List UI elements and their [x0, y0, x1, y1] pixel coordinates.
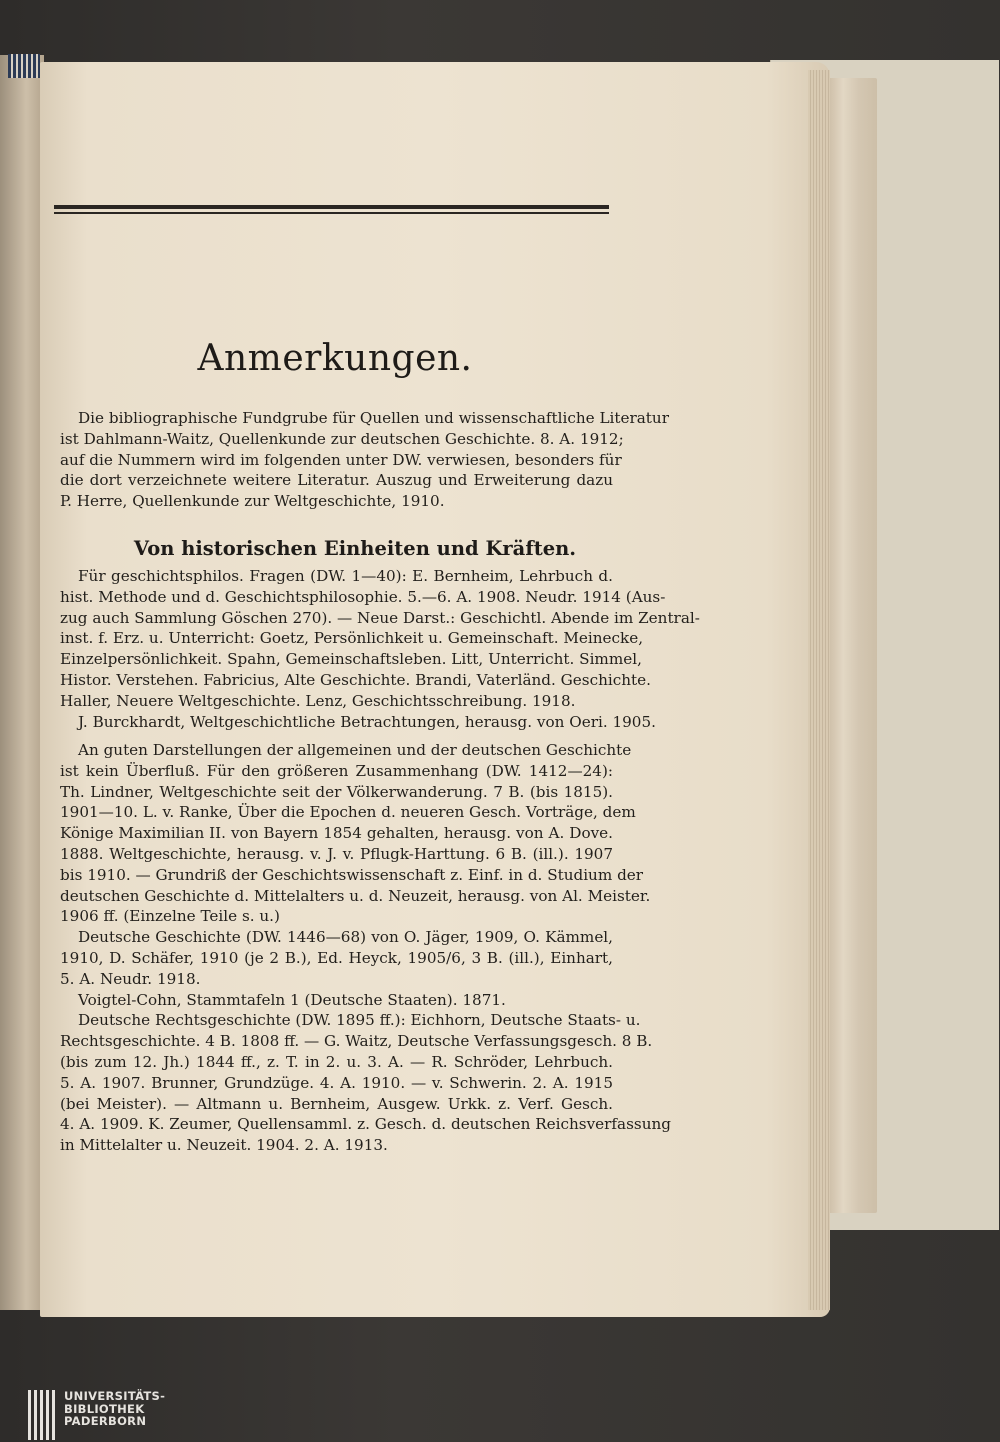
text-line: bis 1910. — Grundriß der Geschichtswissenschaft z. Einf. in d. Studium der [60, 865, 644, 884]
text-line: Deutsche Rechtsgeschichte (DW. 1895 ff.): Eichhorn, Deutsche Staats- u. [78, 1011, 641, 1030]
text-line: J. Burckhardt, Weltgeschichtliche Betrachtungen, herausg. von Oeri. 1905. [78, 712, 656, 731]
text-line: 1888. Weltgeschichte, herausg. v. J. v. Pflugk-Harttung. 6 B. (ill.). 1907 [60, 844, 613, 863]
text-line: ist kein Überfluß. Für den größeren Zusammenhang (DW. 1412—24): [60, 761, 613, 780]
text-line: (bis zum 12. Jh.) 1844 ff., z. T. in 2. u. 3. A. — R. Schröder, Lehrbuch. [60, 1052, 613, 1071]
logo-line: BIBLIOTHEK [64, 1401, 145, 1416]
text-line: Könige Maximilian II. von Bayern 1854 gehalten, herausg. von A. Dove. [60, 824, 613, 843]
text-line: Histor. Verstehen. Fabricius, Alte Geschichte. Brandi, Vaterländ. Geschichte. [60, 670, 651, 689]
text-line: 5. A. 1907. Brunner, Grundzüge. 4. A. 1910. — v. Schwerin. 2. A. 1915 [60, 1073, 613, 1092]
text-line: Die bibliographische Fundgrube für Quellen und wissenschaftliche Literatur [78, 409, 669, 427]
text-line: 1901—10. L. v. Ranke, Über die Epochen d. neueren Gesch. Vorträge, dem [60, 803, 636, 822]
section-heading: Von historischen Einheiten und Kräften. [133, 537, 577, 560]
header-rule-thick [54, 205, 609, 209]
text-line: inst. f. Erz. u. Unterricht: Goetz, Persönlichkeit u. Gemeinschaft. Meinecke, [60, 629, 644, 648]
logo-line: PADERBORN [64, 1414, 147, 1428]
text-line: auf die Nummern wird im folgenden unter DW. verwiesen, besonders für [60, 450, 622, 469]
text-line: 1910, D. Schäfer, 1910 (je 2 B.), Ed. Heyck, 1905/6, 3 B. (ill.), Einhart, [60, 948, 613, 967]
text-line: Voigtel-Cohn, Stammtafeln 1 (Deutsche Staaten). 1871. [78, 990, 506, 1009]
bookmark-ribbon [8, 54, 40, 78]
paragraph-philosophy [60, 566, 700, 732]
text-line: Deutsche Geschichte (DW. 1446—68) von O. Jäger, 1909, O. Kämmel, [78, 928, 613, 947]
text-line: 1906 ff. (Einzelne Teile s. u.) [60, 907, 280, 926]
paragraph-general-history [60, 740, 671, 1156]
text-line: zug auch Sammlung Göschen 270). — Neue Darst.: Geschichtl. Abende im Zentral- [60, 608, 700, 627]
page-stack-edge [808, 70, 830, 1310]
library-logo-icon [28, 1390, 58, 1440]
text-line: Haller, Neuere Weltgeschichte. Lenz, Geschichtsschreibung. 1918. [60, 691, 576, 710]
text-line: 5. A. Neudr. 1918. [60, 969, 201, 988]
text-line: ist Dahlmann-Waitz, Quellenkunde zur deutschen Geschichte. 8. A. 1912; [60, 429, 624, 448]
header-rule-thin [54, 212, 609, 214]
text-line: deutschen Geschichte d. Mittelalters u. d. Neuzeit, herausg. von Al. Meister. [60, 886, 651, 905]
text-line: hist. Methode und d. Geschichtsphilosophie. 5.—6. A. 1908. Neudr. 1914 (Aus- [60, 587, 666, 606]
book-spine-edge [825, 78, 877, 1213]
text-line: (bei Meister). — Altmann u. Bernheim, Ausgew. Urkk. z. Verf. Gesch. [60, 1094, 613, 1113]
intro-paragraph [60, 408, 669, 512]
text-line: in Mittelalter u. Neuzeit. 1904. 2. A. 1913. [60, 1136, 388, 1155]
text-line: Th. Lindner, Weltgeschichte seit der Völkerwanderung. 7 B. (bis 1815). [60, 782, 613, 801]
text-line: P. Herre, Quellenkunde zur Weltgeschichte, 1910. [60, 492, 445, 511]
text-line: Einzelpersönlichkeit. Spahn, Gemeinschaftsleben. Litt, Unterricht. Simmel, [60, 650, 642, 669]
left-page-edge [0, 55, 44, 1310]
library-logo-text [64, 1390, 165, 1428]
text-line: Für geschichtsphilos. Fragen (DW. 1—40): E. Bernheim, Lehrbuch d. [78, 567, 613, 585]
page-title: Anmerkungen. [197, 338, 473, 379]
text-line: An guten Darstellungen der allgemeinen und der deutschen Geschichte [78, 741, 632, 759]
text-line: die dort verzeichnete weitere Literatur. Auszug und Erweiterung dazu [60, 471, 613, 490]
text-line: 4. A. 1909. K. Zeumer, Quellensamml. z. Gesch. d. deutschen Reichsverfassung [60, 1115, 671, 1134]
text-line: Rechtsgeschichte. 4 B. 1808 ff. — G. Waitz, Deutsche Verfassungsgesch. 8 B. [60, 1032, 653, 1051]
logo-line: UNIVERSITÄTS- [64, 1389, 166, 1403]
